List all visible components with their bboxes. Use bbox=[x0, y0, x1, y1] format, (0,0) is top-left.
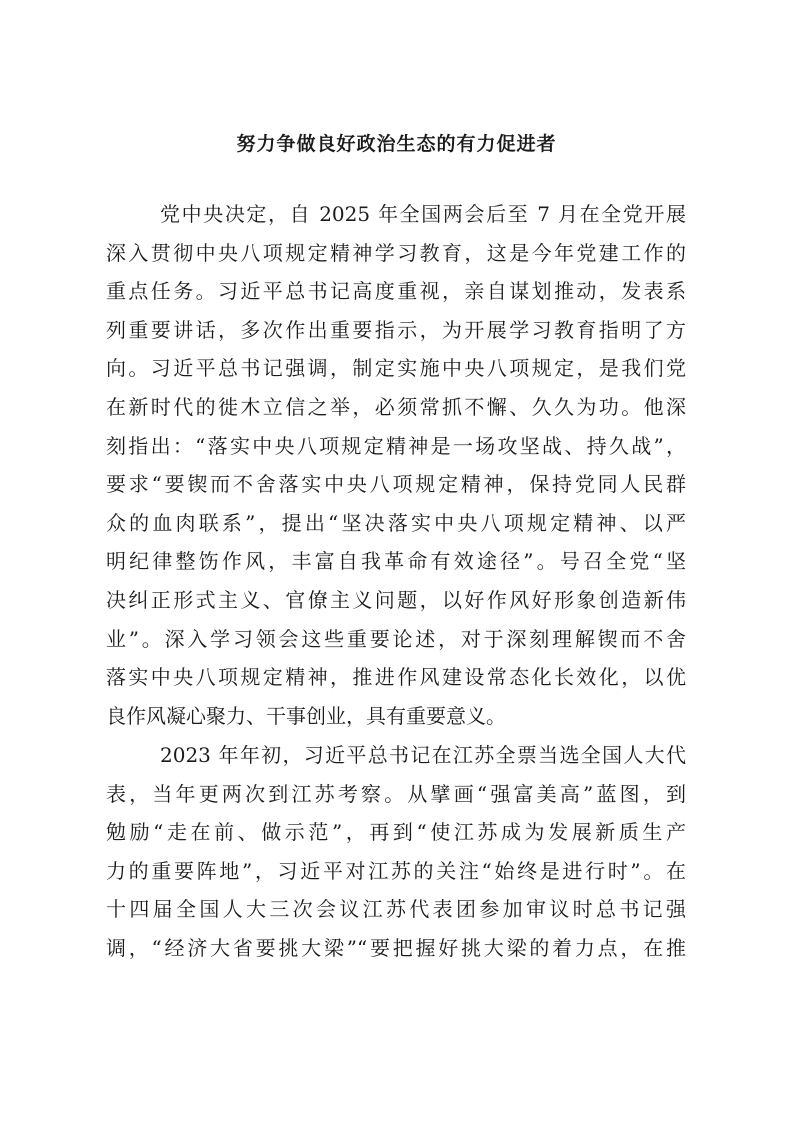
text-line: 2023 年年初，习近平总书记在江苏全票当选全国人大代 bbox=[160, 743, 686, 767]
paragraph-1 bbox=[106, 195, 686, 735]
text-line: 力的重要阵地”，习近平对江苏的关注“始终是进行时”。在 bbox=[106, 858, 686, 883]
text-line: 良作风凝心聚力、干事创业，具有重要意义。 bbox=[106, 703, 506, 728]
document-title: 努力争做良好政治生态的有力促进者 bbox=[236, 133, 557, 155]
text-line: 勉励“走在前、做示范”，再到“使江苏成为发展新质生产 bbox=[106, 820, 686, 845]
text-line: 众的血肉联系”，提出“坚决落实中央八项规定精神、以严 bbox=[106, 510, 686, 535]
text-line: 重点任务。习近平总书记高度重视，亲自谋划推动，发表系 bbox=[106, 279, 686, 304]
text-line: 在新时代的徙木立信之举，必须常抓不懈、久久为功。他深 bbox=[106, 394, 686, 419]
text-line: 党中央决定，自 2025 年全国两会后至 7 月在全党开展 bbox=[160, 202, 686, 226]
text-line: 十四届全国人大三次会议江苏代表团参加审议时总书记强 bbox=[106, 897, 686, 922]
text-line: 决纠正形式主义、官僚主义问题，以好作风好形象创造新伟 bbox=[106, 587, 686, 612]
text-line: 向。习近平总书记强调，制定实施中央八项规定，是我们党 bbox=[106, 356, 686, 381]
text-line: 表，当年更两次到江苏考察。从擘画“强富美高”蓝图，到 bbox=[106, 781, 686, 806]
paragraph-2 bbox=[106, 736, 686, 968]
text-line: 落实中央八项规定精神，推进作风建设常态化长效化，以优 bbox=[106, 665, 686, 690]
text-line: 调，“经济大省要挑大梁”“要把握好挑大梁的着力点，在推 bbox=[106, 935, 686, 960]
text-line: 列重要讲话，多次作出重要指示，为开展学习教育指明了方 bbox=[106, 317, 686, 342]
text-line: 刻指出：“落实中央八项规定精神是一场攻坚战、持久战”， bbox=[106, 433, 686, 458]
text-line: 明纪律整饬作风，丰富自我革命有效途径”。号召全党“坚 bbox=[106, 549, 686, 574]
text-line: 深入贯彻中央八项规定精神学习教育，这是今年党建工作的 bbox=[106, 240, 686, 265]
text-line: 业”。深入学习领会这些重要论述，对于深刻理解锲而不舍 bbox=[106, 626, 686, 651]
text-line: 要求“要锲而不舍落实中央八项规定精神，保持党同人民群 bbox=[106, 472, 686, 497]
